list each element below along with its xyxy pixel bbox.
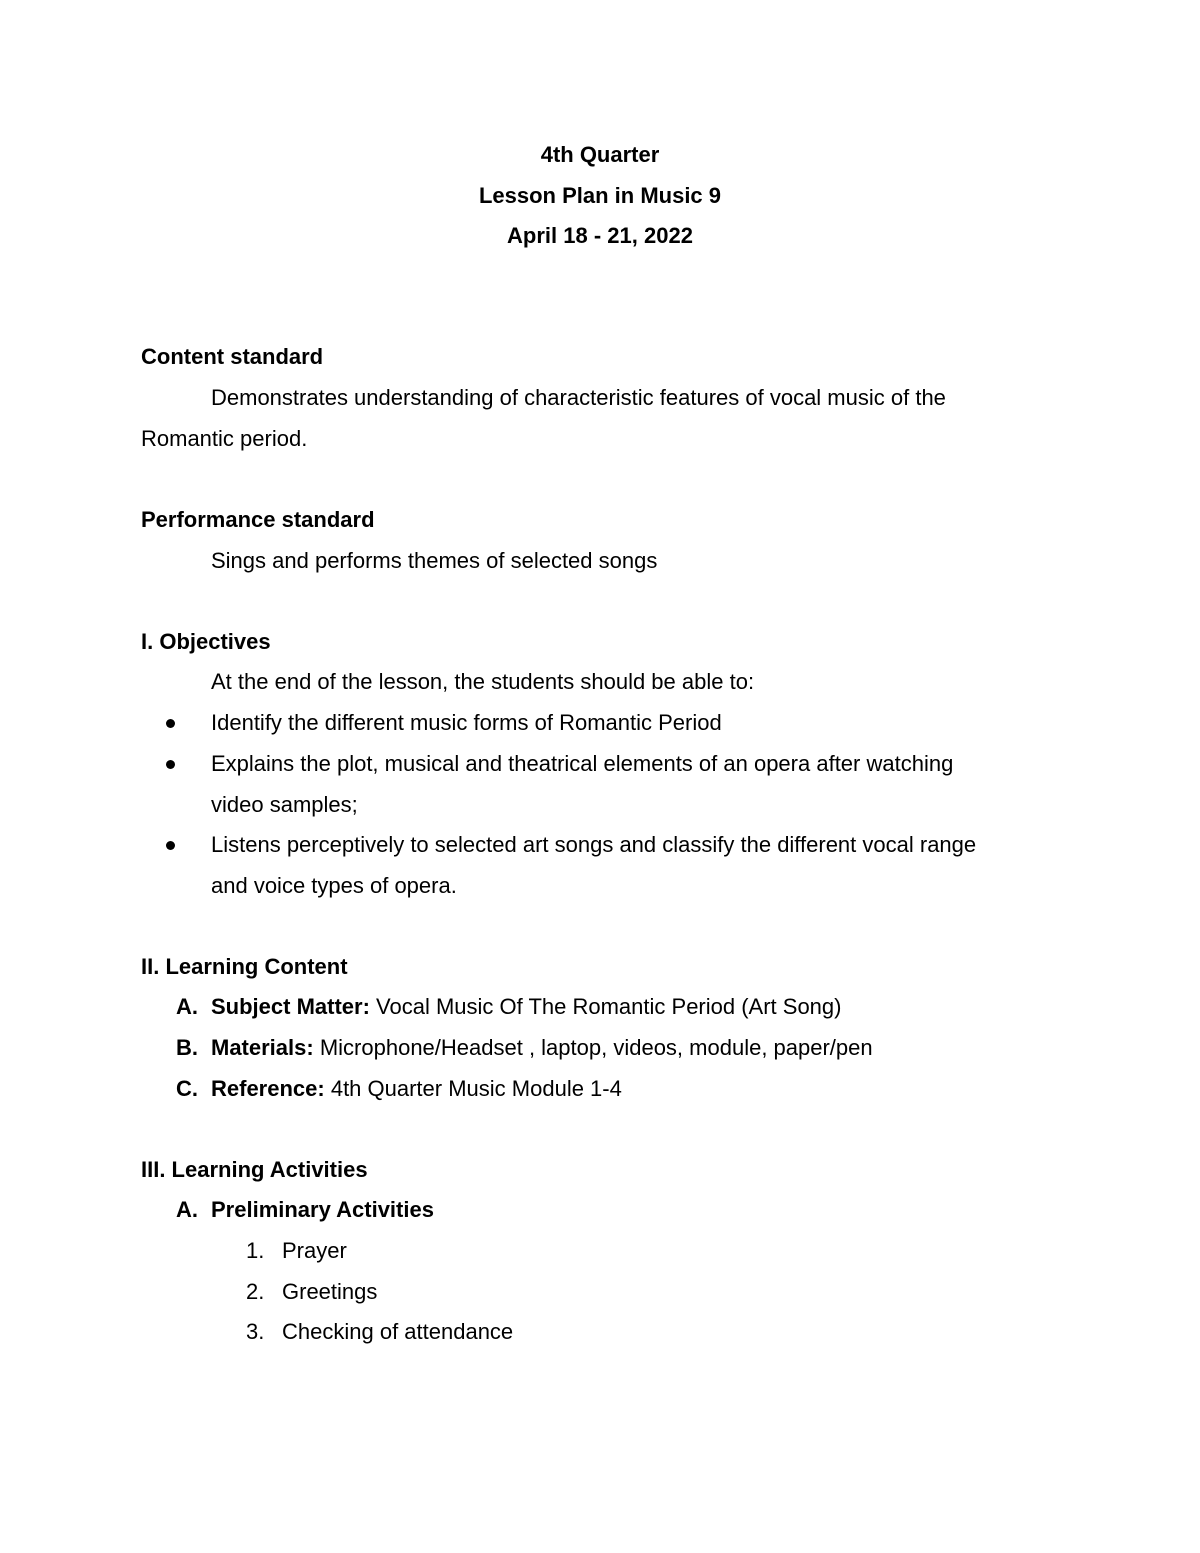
learning-content-heading: II. Learning Content	[141, 954, 348, 979]
reference-label: Reference:	[211, 1076, 325, 1101]
learning-activities-heading: III. Learning Activities	[141, 1157, 368, 1182]
step-marker: 3.	[246, 1319, 265, 1344]
objective-item-2-line2: video samples;	[211, 792, 358, 817]
reference-value: 4th Quarter Music Module 1-4	[324, 1076, 622, 1101]
content-standard-text-line1: Demonstrates understanding of characteristic features of vocal music of the	[211, 385, 946, 410]
learning-content-marker: B.	[176, 1035, 198, 1060]
bullet-icon	[166, 841, 175, 850]
lesson-plan-title: Lesson Plan in Music 9	[478, 183, 722, 208]
objective-item-1: Identify the different music forms of Romantic Period	[211, 710, 722, 735]
content-standard-text-line2: Romantic period.	[141, 426, 308, 451]
learning-content-marker: A.	[176, 994, 198, 1019]
subject-matter-value: Vocal Music Of The Romantic Period (Art Song)	[369, 994, 842, 1019]
preliminary-activities-heading: Preliminary Activities	[211, 1197, 434, 1222]
objective-item-3-line1: Listens perceptively to selected art songs and classify the different vocal range	[211, 832, 977, 857]
step-prayer: Prayer	[282, 1238, 347, 1263]
step-attendance: Checking of attendance	[282, 1319, 514, 1344]
learning-content-marker: C.	[176, 1076, 198, 1101]
bullet-icon	[166, 760, 175, 769]
step-greetings: Greetings	[282, 1279, 378, 1304]
step-marker: 1.	[246, 1238, 265, 1263]
lesson-dates: April 18 - 21, 2022	[507, 223, 693, 248]
objective-item-2-line1: Explains the plot, musical and theatrical elements of an opera after watching	[211, 751, 954, 776]
content-standard-heading: Content standard	[141, 344, 324, 369]
preliminary-activities-marker: A.	[176, 1197, 198, 1222]
quarter-title: 4th Quarter	[540, 142, 660, 167]
bullet-icon	[166, 719, 175, 728]
reference-item	[211, 1075, 622, 1103]
subject-matter-item	[211, 993, 841, 1021]
performance-standard-heading: Performance standard	[141, 507, 375, 532]
performance-standard-text: Sings and performs themes of selected songs	[211, 548, 658, 573]
subject-matter-label: Subject Matter:	[211, 994, 370, 1019]
materials-label: Materials:	[211, 1035, 314, 1060]
objectives-intro: At the end of the lesson, the students should be able to:	[211, 669, 755, 694]
step-marker: 2.	[246, 1279, 265, 1304]
objectives-heading: I. Objectives	[141, 629, 271, 654]
materials-value: Microphone/Headset , laptop, videos, module, paper/pen	[313, 1035, 873, 1060]
materials-item	[211, 1034, 873, 1062]
objective-item-3-line2: and voice types of opera.	[211, 873, 457, 898]
